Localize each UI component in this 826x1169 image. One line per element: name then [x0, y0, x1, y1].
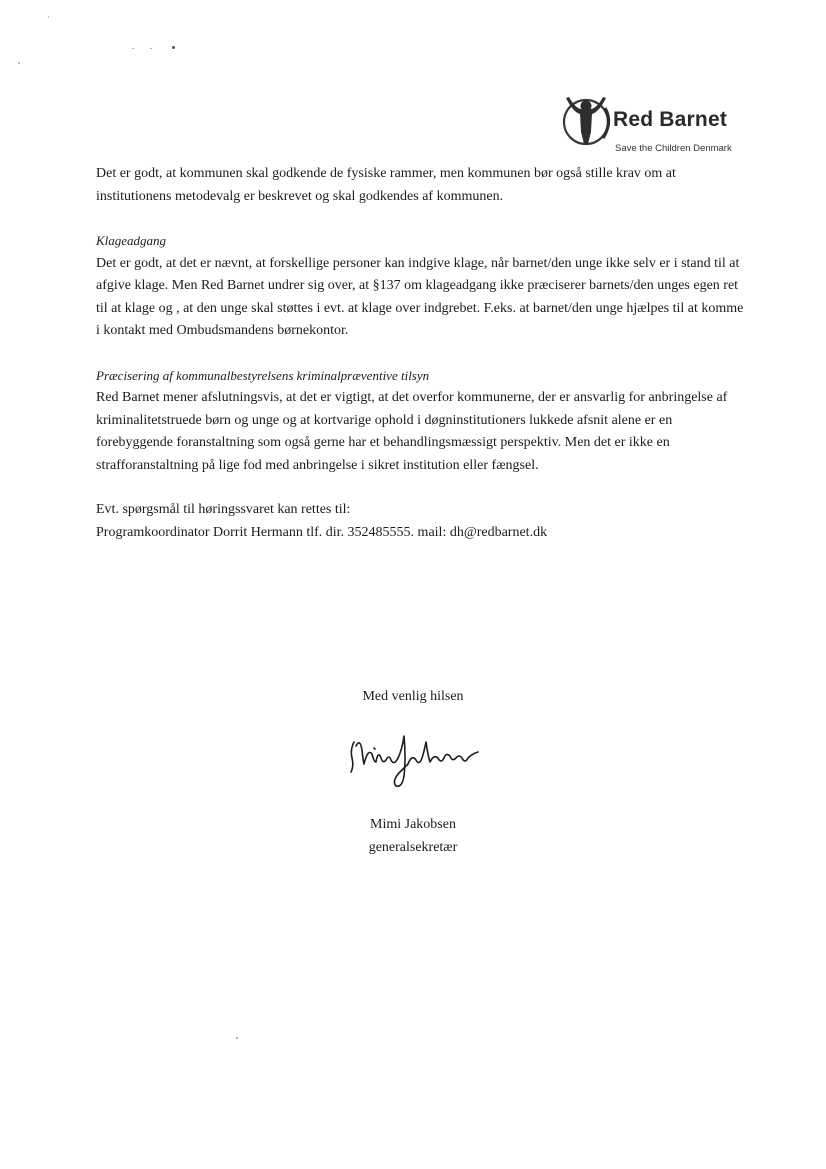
logo-tagline: Save the Children Denmark	[615, 143, 732, 154]
praecisering-paragraph: Red Barnet mener afslutningsvis, at det er vigtigt, at det overfor kommunerne, der er ansvarlig for anbringelse af kriminalitetstruede børn og unge og at kortvarige ophold i døgninstitutioners lukkede afsnit alene er en forebyggende foranstaltning som også gerne har et behandlingsmæssigt perspektiv. Men det er ikke en strafforanstaltning på lige fod med anbringelse i sikret institution eller fængsel.	[96, 390, 728, 473]
letter-body	[96, 163, 746, 544]
scan-speck	[48, 16, 49, 18]
handwritten-signature	[346, 728, 482, 794]
scan-speck	[172, 46, 175, 49]
signer-title: generalsekretær	[368, 840, 458, 855]
paragraph-spacer	[96, 477, 746, 499]
scan-speck	[236, 1037, 238, 1039]
child-arms-raised-icon	[559, 92, 615, 148]
section-heading-praecisering: Præcisering af kommunalbestyrelsens kriminalpræventive tilsyn	[96, 367, 430, 383]
paragraph-spacer	[96, 343, 746, 365]
intro-paragraph: Det er godt, at kommunen skal godkende de fysiske rammer, men kommunen bør også stille krav om at institutionens metodevalg er beskrevet og skal godkendes af kommunen.	[96, 166, 676, 204]
scan-speck	[150, 48, 152, 49]
signer-name: Mimi Jakobsen	[370, 817, 456, 832]
scan-speck	[132, 48, 134, 49]
contact-line-1: Evt. spørgsmål til høringssvaret kan rettes til:	[96, 502, 351, 517]
klageadgang-paragraph: Det er godt, at det er nævnt, at forskellige personer kan indgive klage, når barnet/den unge ikke selv er i stand til at afgive klage. Men Red Barnet undrer sig over, at §137 om klageadgang ikke præciserer barnets/den unges egen ret til at klage og , at den unge skal støttes i evt. at klage over indgrebet. F.eks. at barnet/den unge hjælpes til at komme i kontakt med Ombudsmandens børnekontor.	[96, 255, 744, 338]
contact-line-2: Programkoordinator Dorrit Hermann tlf. dir. 352485555. mail: dh@redbarnet.dk	[96, 524, 548, 540]
red-barnet-logo	[559, 92, 749, 158]
scan-speck	[18, 62, 20, 64]
closing-greeting: Med venlig hilsen	[362, 689, 464, 704]
section-heading-klageadgang: Klageadgang	[96, 233, 167, 248]
logo-wordmark: Red Barnet	[613, 108, 728, 131]
paragraph-spacer	[96, 208, 746, 230]
